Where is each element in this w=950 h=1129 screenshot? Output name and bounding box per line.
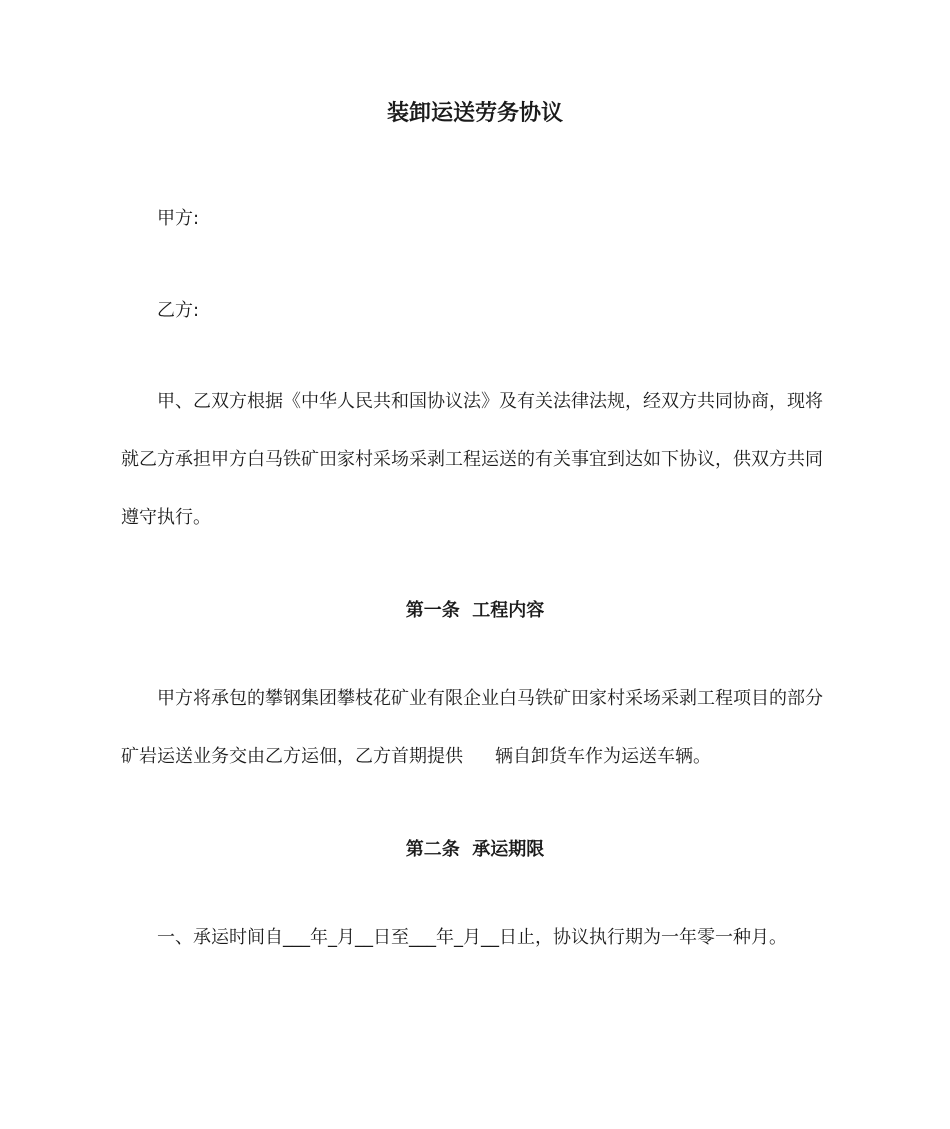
article-2-heading: 第二条 承运期限 (405, 839, 545, 860)
article-1-line-1: 甲方将承包的攀钢集团攀枝花矿业有限企业白马铁矿田家村采场采剥工程项目的部分 (157, 688, 823, 709)
article-1-heading: 第一条 工程内容 (405, 600, 545, 621)
party-a-label: 甲方: (157, 208, 200, 229)
intro-line-2: 就乙方承担甲方白马铁矿田家村采场采剥工程运送的有关事宜到达如下协议，供双方共同 (121, 449, 823, 470)
party-b-label: 乙方: (157, 300, 200, 321)
article-2-line-1: 一、承运时间自___年_月__日至___年_月__日止，协议执行期为一年零一种月。 (157, 927, 787, 948)
document-title: 装卸运送劳务协议 (386, 101, 563, 126)
intro-line-3: 遵守执行。 (121, 507, 211, 528)
article-1-line-2 (121, 745, 711, 769)
article-1-line-2-part-b: 辆自卸货车作为运送车辆。 (495, 746, 711, 767)
intro-line-1: 甲、乙双方根据《中华人民共和国协议法》及有关法律法规，经双方共同协商，现将 (157, 391, 823, 412)
article-1-line-2-part-a: 矿岩运送业务交由乙方运佃，乙方首期提供 (121, 746, 463, 767)
